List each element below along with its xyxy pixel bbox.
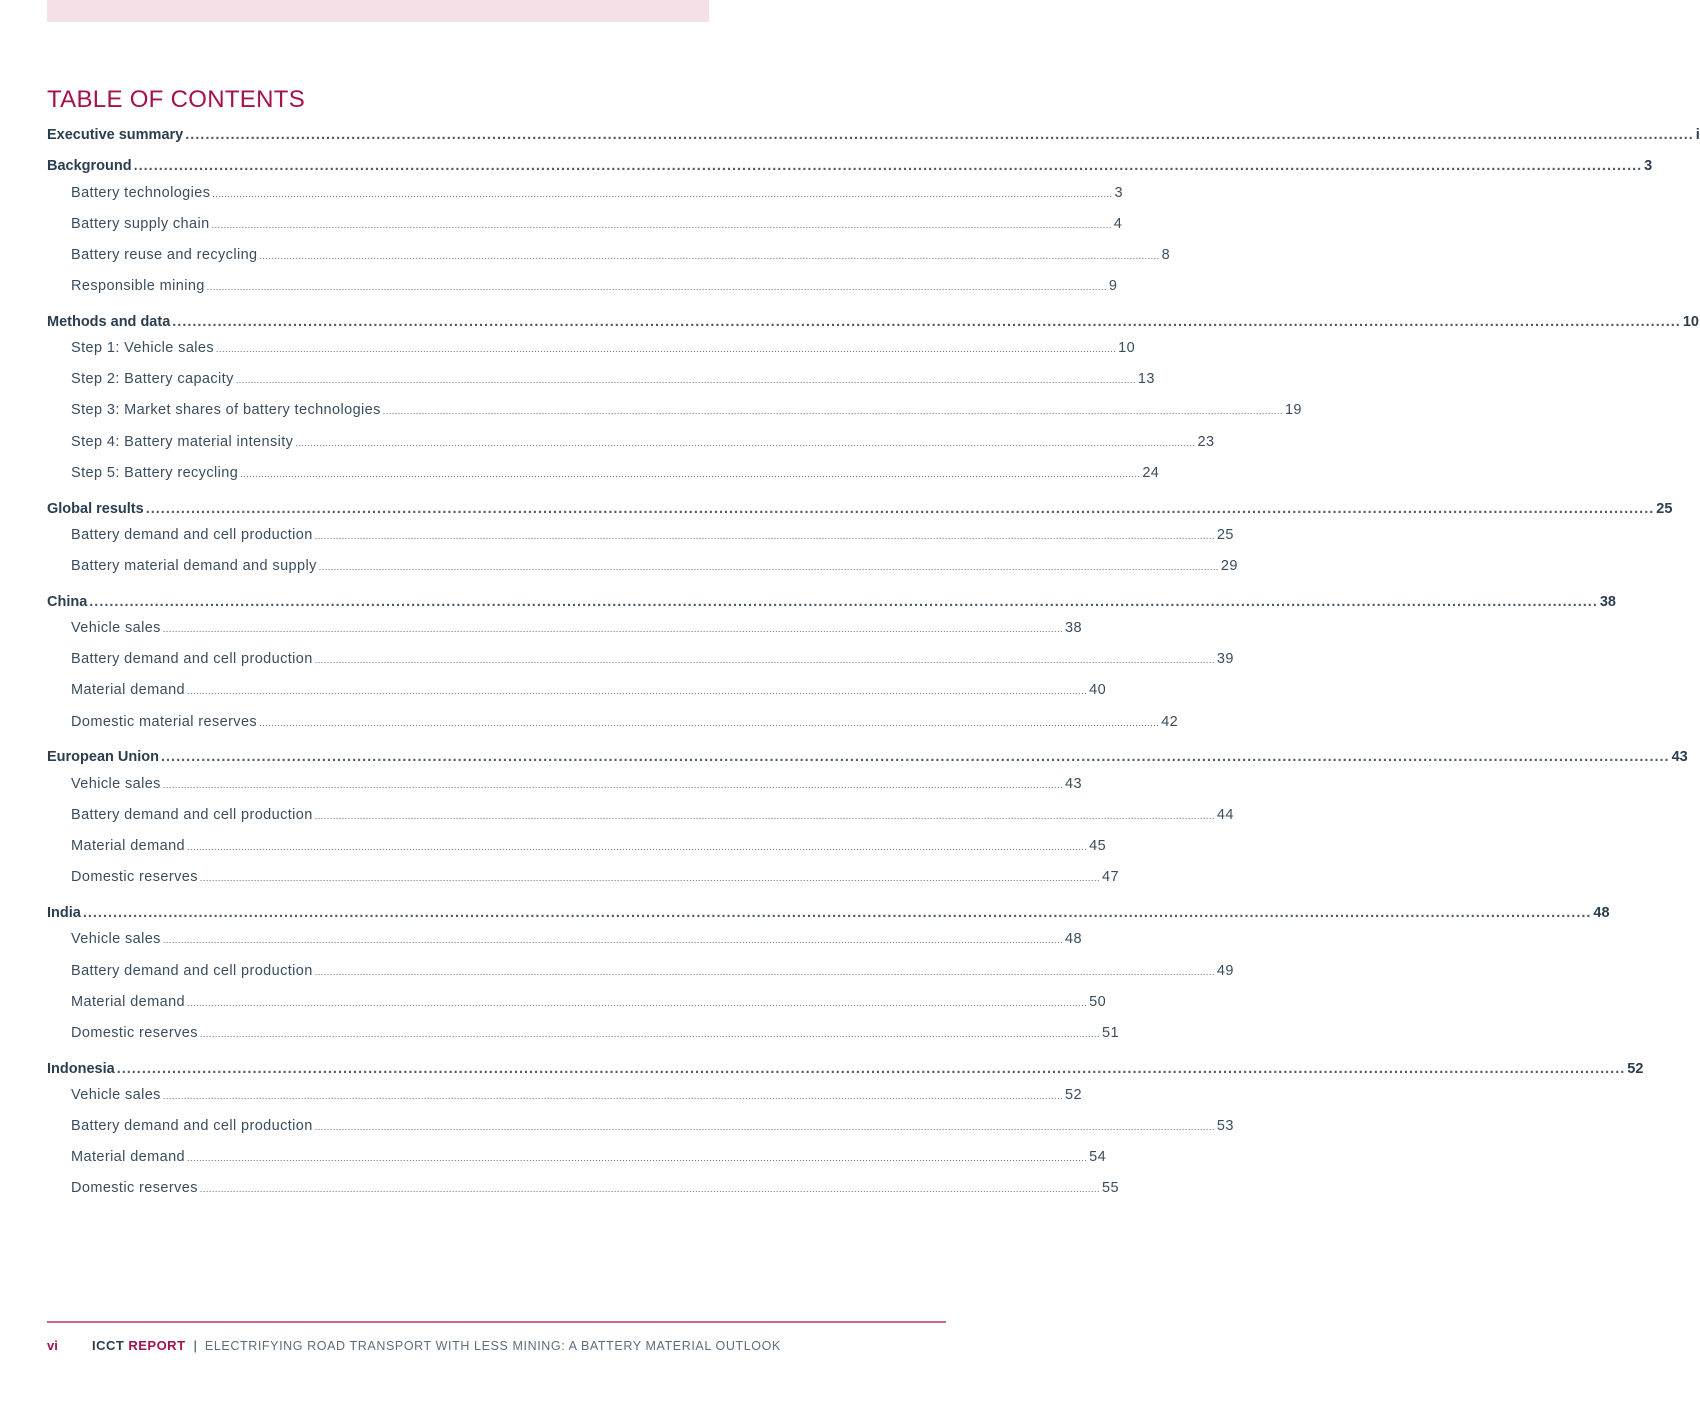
toc-entry-label: European Union xyxy=(47,749,159,765)
toc-entry-main[interactable] xyxy=(47,501,1673,521)
toc-entry-sub[interactable] xyxy=(47,838,1107,858)
toc-entry-label: Material demand xyxy=(71,838,185,854)
toc-entry-label: Vehicle sales xyxy=(71,620,161,636)
toc-leader-dots: ............................................................................................................................................................................................................................................................................................................ xyxy=(314,1122,1215,1132)
toc-entry-page: 23 xyxy=(1197,434,1215,450)
toc-entry-label: Step 3: Market shares of battery technologies xyxy=(71,402,381,418)
toc-entry-label: Domestic reserves xyxy=(71,1180,198,1196)
toc-leader-dots: ............................................................................................................................................................................................................................................................................................................ xyxy=(162,624,1063,634)
toc-entry-main[interactable] xyxy=(47,905,1610,925)
toc-entry-sub[interactable] xyxy=(47,402,1302,422)
toc-entry-page: i xyxy=(1695,127,1700,143)
toc-entry-page: 43 xyxy=(1065,776,1082,792)
toc-entry-label: Material demand xyxy=(71,682,185,698)
toc-entry-sub[interactable] xyxy=(47,1180,1119,1200)
toc-entry-label: Battery material demand and supply xyxy=(71,558,317,574)
toc-entry-label: Indonesia xyxy=(47,1061,115,1077)
toc-entry-sub[interactable] xyxy=(47,620,1082,640)
toc-entry-page: 3 xyxy=(1644,158,1653,174)
toc-entry-sub[interactable] xyxy=(47,1025,1119,1045)
toc-leader-dots: ............................................................................................................................................................................................................................................................................................................ xyxy=(259,251,1160,261)
toc-entry-main[interactable] xyxy=(47,158,1653,178)
toc-leader-dots: ............................................................................................................................................................................................................................................................................................................ xyxy=(206,282,1107,292)
toc-entry-sub[interactable] xyxy=(47,807,1234,827)
toc-entry-sub[interactable] xyxy=(47,682,1107,702)
toc-entry-label: Vehicle sales xyxy=(71,1087,161,1103)
toc-entry-page: 48 xyxy=(1065,931,1082,947)
toc-entry-page: 42 xyxy=(1161,714,1179,730)
toc-leader-dots: ............................................................................................................................................................................................................................................................................................................ xyxy=(199,1029,1101,1039)
toc-entry-label: Step 4: Battery material intensity xyxy=(71,434,294,450)
toc-entry-label: Material demand xyxy=(71,1149,185,1165)
toc-entry-page: 44 xyxy=(1216,807,1234,823)
toc-entry-main[interactable] xyxy=(47,1061,1644,1081)
toc-entry-page: 52 xyxy=(1627,1061,1644,1077)
toc-entry-label: Material demand xyxy=(71,994,185,1010)
toc-entry-sub[interactable] xyxy=(47,371,1155,391)
toc-entry-label: Domestic material reserves xyxy=(71,714,258,730)
toc-entry-sub[interactable] xyxy=(47,434,1215,454)
toc-entry-label: Executive summary xyxy=(47,127,184,143)
toc-entry-main[interactable] xyxy=(47,594,1616,614)
toc-entry-sub[interactable] xyxy=(47,247,1171,267)
toc-entry-sub[interactable] xyxy=(47,1149,1107,1169)
footer-page-number: vi xyxy=(47,1338,58,1353)
toc-entry-page: 24 xyxy=(1142,465,1160,481)
toc-entry-page: 49 xyxy=(1216,963,1234,979)
toc-leader-dots: ............................................................................................................................................................................................................................................................................................................ xyxy=(133,158,1643,174)
toc-leader-dots: ............................................................................................................................................................................................................................................................................................................ xyxy=(160,749,1670,765)
footer-report-title: ELECTRIFYING ROAD TRANSPORT WITH LESS MINING: A BATTERY MATERIAL OUTLOOK xyxy=(204,1339,781,1353)
toc-leader-dots: ............................................................................................................................................................................................................................................................................................................ xyxy=(295,438,1196,448)
toc-entry-sub[interactable] xyxy=(47,651,1234,671)
toc-entry-sub[interactable] xyxy=(47,963,1234,983)
toc-entry-page: 8 xyxy=(1161,247,1171,263)
toc-entry-page: 19 xyxy=(1284,402,1302,418)
toc-entry-sub[interactable] xyxy=(47,216,1123,236)
toc-entry-label: Step 1: Vehicle sales xyxy=(71,340,215,356)
toc-entry-page: 55 xyxy=(1102,1180,1119,1196)
toc-entry-page: 3 xyxy=(1114,185,1124,201)
toc-leader-dots: ............................................................................................................................................................................................................................................................................................................ xyxy=(162,780,1063,790)
page-title: TABLE OF CONTENTS xyxy=(47,86,306,113)
toc-leader-dots: ............................................................................................................................................................................................................................................................................................................ xyxy=(187,686,1088,696)
toc-entry-label: Step 5: Battery recycling xyxy=(71,465,239,481)
toc-leader-dots: ............................................................................................................................................................................................................................................................................................................ xyxy=(185,127,1694,143)
toc-leader-dots: ............................................................................................................................................................................................................................................................................................................ xyxy=(187,842,1088,852)
footer-org: ICCT xyxy=(92,1338,125,1353)
toc-entry-label: Responsible mining xyxy=(71,278,205,294)
toc-entry-main[interactable] xyxy=(47,314,1699,334)
toc-entry-label: Domestic reserves xyxy=(71,1025,198,1041)
toc-leader-dots: ............................................................................................................................................................................................................................................................................................................ xyxy=(259,718,1160,728)
footer xyxy=(47,1338,781,1353)
footer-separator: | xyxy=(193,1338,197,1353)
toc-leader-dots: ............................................................................................................................................................................................................................................................................................................ xyxy=(116,1061,1626,1077)
toc-entry-sub[interactable] xyxy=(47,340,1136,360)
toc-entry-label: Vehicle sales xyxy=(71,931,161,947)
toc-entry-page: 13 xyxy=(1137,371,1155,387)
toc-leader-dots: ............................................................................................................................................................................................................................................................................................................ xyxy=(199,1184,1101,1194)
toc-entry-page: 9 xyxy=(1108,278,1118,294)
toc-leader-dots: ............................................................................................................................................................................................................................................................................................................ xyxy=(199,873,1101,883)
toc-entry-label: China xyxy=(47,594,88,610)
toc-leader-dots: ............................................................................................................................................................................................................................................................................................................ xyxy=(240,469,1141,479)
toc-entry-page: 29 xyxy=(1220,558,1238,574)
toc-entry-label: Battery demand and cell production xyxy=(71,651,313,667)
toc-entry-page: 53 xyxy=(1216,1118,1234,1134)
toc-entry-page: 10 xyxy=(1682,314,1699,330)
toc-entry-sub[interactable] xyxy=(47,465,1160,485)
toc-leader-dots: ............................................................................................................................................................................................................................................................................................................ xyxy=(235,375,1136,385)
toc-entry-label: Battery demand and cell production xyxy=(71,527,313,543)
toc-leader-dots: ............................................................................................................................................................................................................................................................................................................ xyxy=(211,220,1112,230)
toc-entry-page: 47 xyxy=(1102,869,1119,885)
toc-leader-dots: ............................................................................................................................................................................................................................................................................................................ xyxy=(162,935,1063,945)
toc-leader-dots: ............................................................................................................................................................................................................................................................................................................ xyxy=(212,189,1113,199)
toc-entry-page: 4 xyxy=(1113,216,1123,232)
toc-entry-sub[interactable] xyxy=(47,994,1107,1014)
toc-entry-sub[interactable] xyxy=(47,527,1234,547)
toc-entry-sub[interactable] xyxy=(47,869,1119,889)
footer-report-label: REPORT xyxy=(128,1338,186,1353)
toc-leader-dots: ............................................................................................................................................................................................................................................................................................................ xyxy=(162,1091,1063,1101)
toc-entry-page: 45 xyxy=(1089,838,1107,854)
toc-leader-dots: ............................................................................................................................................................................................................................................................................................................ xyxy=(314,967,1215,977)
toc-entry-page: 25 xyxy=(1216,527,1234,543)
toc-leader-dots: ............................................................................................................................................................................................................................................................................................................ xyxy=(89,594,1598,610)
toc-entry-label: Battery demand and cell production xyxy=(71,1118,313,1134)
toc-entry-label: Battery reuse and recycling xyxy=(71,247,258,263)
toc-entry-sub[interactable] xyxy=(47,1087,1082,1107)
toc-leader-dots: ............................................................................................................................................................................................................................................................................................................ xyxy=(314,531,1215,541)
toc-leader-dots: ............................................................................................................................................................................................................................................................................................................ xyxy=(187,998,1088,1008)
toc-entry-page: 10 xyxy=(1118,340,1136,356)
toc-entry-page: 39 xyxy=(1216,651,1234,667)
toc-entry-label: Vehicle sales xyxy=(71,776,161,792)
toc-entry-label: Battery technologies xyxy=(71,185,211,201)
toc-entry-page: 52 xyxy=(1065,1087,1082,1103)
toc-leader-dots: ............................................................................................................................................................................................................................................................................................................ xyxy=(314,811,1215,821)
toc-entry-page: 43 xyxy=(1671,749,1688,765)
header-band xyxy=(47,0,709,22)
toc-entry-label: Global results xyxy=(47,501,144,517)
toc-entry-label: India xyxy=(47,905,81,921)
toc-entry-page: 38 xyxy=(1065,620,1082,636)
toc-leader-dots: ............................................................................................................................................................................................................................................................................................................ xyxy=(145,501,1655,517)
toc-entry-main[interactable] xyxy=(47,749,1688,769)
toc-entry-sub[interactable] xyxy=(47,1118,1234,1138)
toc-entry-main[interactable] xyxy=(47,127,1700,147)
toc-leader-dots: ............................................................................................................................................................................................................................................................................................................ xyxy=(82,905,1592,921)
toc-entry-label: Step 2: Battery capacity xyxy=(71,371,234,387)
toc-entry-label: Battery demand and cell production xyxy=(71,807,313,823)
toc-entry-label: Domestic reserves xyxy=(71,869,198,885)
toc-entry-sub[interactable] xyxy=(47,278,1118,298)
toc-entry-label: Background xyxy=(47,158,132,174)
toc-entry-page: 48 xyxy=(1593,905,1610,921)
toc-entry-page: 25 xyxy=(1656,501,1673,517)
toc-entry-label: Battery demand and cell production xyxy=(71,963,313,979)
toc-entry-sub[interactable] xyxy=(47,714,1179,734)
toc-entry-page: 50 xyxy=(1089,994,1107,1010)
toc-leader-dots: ............................................................................................................................................................................................................................................................................................................ xyxy=(318,562,1219,572)
toc-entry-label: Battery supply chain xyxy=(71,216,210,232)
toc-entry-page: 51 xyxy=(1102,1025,1119,1041)
footer-divider xyxy=(47,1321,946,1323)
toc-entry-page: 38 xyxy=(1599,594,1616,610)
toc-entry-page: 40 xyxy=(1089,682,1107,698)
toc-entry-sub[interactable] xyxy=(47,185,1124,205)
toc-leader-dots: ............................................................................................................................................................................................................................................................................................................ xyxy=(216,344,1117,354)
toc-leader-dots: ............................................................................................................................................................................................................................................................................................................ xyxy=(314,655,1215,665)
toc-entry-label: Methods and data xyxy=(47,314,171,330)
toc-entry-page: 54 xyxy=(1089,1149,1107,1165)
toc-entry-sub[interactable] xyxy=(47,931,1082,951)
toc-leader-dots: ............................................................................................................................................................................................................................................................................................................ xyxy=(172,314,1681,330)
toc-leader-dots: ............................................................................................................................................................................................................................................................................................................ xyxy=(382,406,1283,416)
toc-entry-sub[interactable] xyxy=(47,776,1082,796)
toc-leader-dots: ............................................................................................................................................................................................................................................................................................................ xyxy=(187,1153,1088,1163)
toc-entry-sub[interactable] xyxy=(47,558,1238,578)
